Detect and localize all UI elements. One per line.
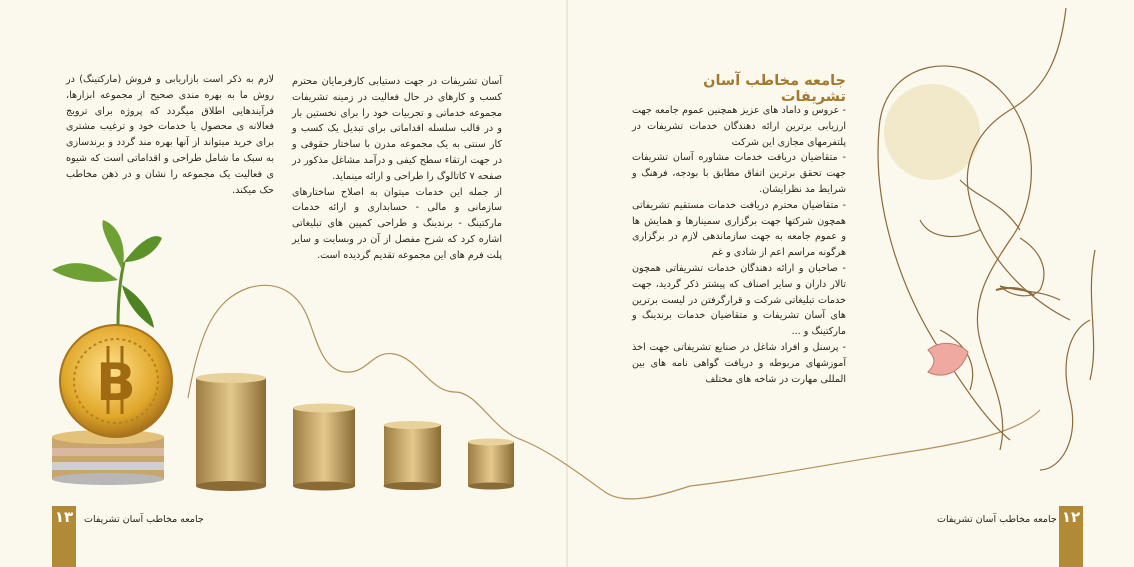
footer-label-left: جامعه مخاطب آسان تشریفات [84,514,204,525]
marketing-column [66,72,274,198]
audience-item: - متقاضیان محترم دریافت خدمات مستقیم تشریفاتی همچون شرکتها جهت برگزاری سمینارها و همایش ها و عموم جامعه به جهت سازماندهی لازم در برگزاری هرگونه مراسم اعم از شادی و غم [632,199,846,259]
services-column [292,74,502,264]
section-heading: جامعه مخاطب آسان تشریفات [703,73,846,105]
base-coins [52,430,164,485]
bitcoin-coin-icon [60,325,172,437]
audience-item: - پرسنل و افراد شاغل در صنایع تشریفاتی جهت اخذ آموزشهای مربوطه و دریافت گواهی نامه های بین المللی مهارت در شاخه های مختلف [632,341,846,385]
services-paragraph: آسان تشریفات در جهت دستیابی کارفرمایان محترم کسب و کارهای در حال فعالیت در زمینه تشریفات مجموعه خدماتی و تجربیات خود را برای نخستین بار و در قالب سلسله اقداماتی برای تبدیل یک کسب و کار سنتی به یک مجموعه مدرن با ساختار حقوقی و در جهت ارتقاء سطح کیفی و درآمد مشاغل مذکور در صفحه ۷ کاتالوگ را طراحی و ارائه مینماید. [292,76,502,182]
sprout-illustration [52,220,162,328]
coin-stack-2 [293,404,355,491]
coin-stack-3 [384,421,442,490]
audience-item: - عروس و داماد های عزیز همچنین عموم جامعه جهت ارزیابی برترین ارائه دهندگان خدمات تشریفات در پلتفرمهای مجازی این شرکت [632,105,846,148]
audience-list [632,103,846,387]
audience-item: - صاحبان و ارائه دهندگان خدمات تشریفاتی همچون تالار داران و سایر اصناف که پیشتر ذکر گردید، جهت خدمات تبلیغاتی شرکت و قرارگرفتن در لیست برترین های آسان تشریفات و متقاضیان خدمات برندینگ و مارکتینگ و ... [632,262,846,338]
marketing-paragraph: لازم به ذکر است بازاریابی و فروش (مارکتینگ) در روش ما به بهره مندی صحیح از مجموعه ابزارها، فرآیندهایی اطلاق میگردد که پروژه برای ترویج فعالانه ی محصول یا خدمات خود و ترغیب مشتری برای خرید میتواند از آنها بهره مند گردد و برندسازی به سبک ما شامل طراحی و اقداماتی است که شیوه ی فعالیت یک مجموعه را نشان و در ذهن مخاطب حک میکند. [66,74,274,196]
page-number-right: ۱۲ [1061,508,1081,526]
svg-text:B: B [96,353,136,413]
line-art-face-illustration [878,8,1095,470]
coin-stack-1 [196,373,266,491]
page-number-left: ۱۳ [54,508,74,526]
footer-label-right: جامعه مخاطب آسان تشریفات [937,514,1057,525]
services-paragraph: از جمله این خدمات میتوان به اصلاح ساختارهای سازمانی و مالی - حسابداری و ارائه خدمات مارکتینگ - برندینگ و طراحی کمپین های تبلیغاتی اشاره کرد که شرح مفصل از آن در وبسایت و سایر پلت فرم های این مجموعه تقدیم گردیده است. [292,186,502,261]
coin-stack-4 [468,439,514,490]
audience-item: - متقاضیان دریافت خدمات مشاوره آسان تشریفات جهت تحقق برترین اتفاق مطابق با بودجه، فرهنگ و شرایط مد نظرایشان. [632,152,846,195]
lips-accent [928,343,968,375]
